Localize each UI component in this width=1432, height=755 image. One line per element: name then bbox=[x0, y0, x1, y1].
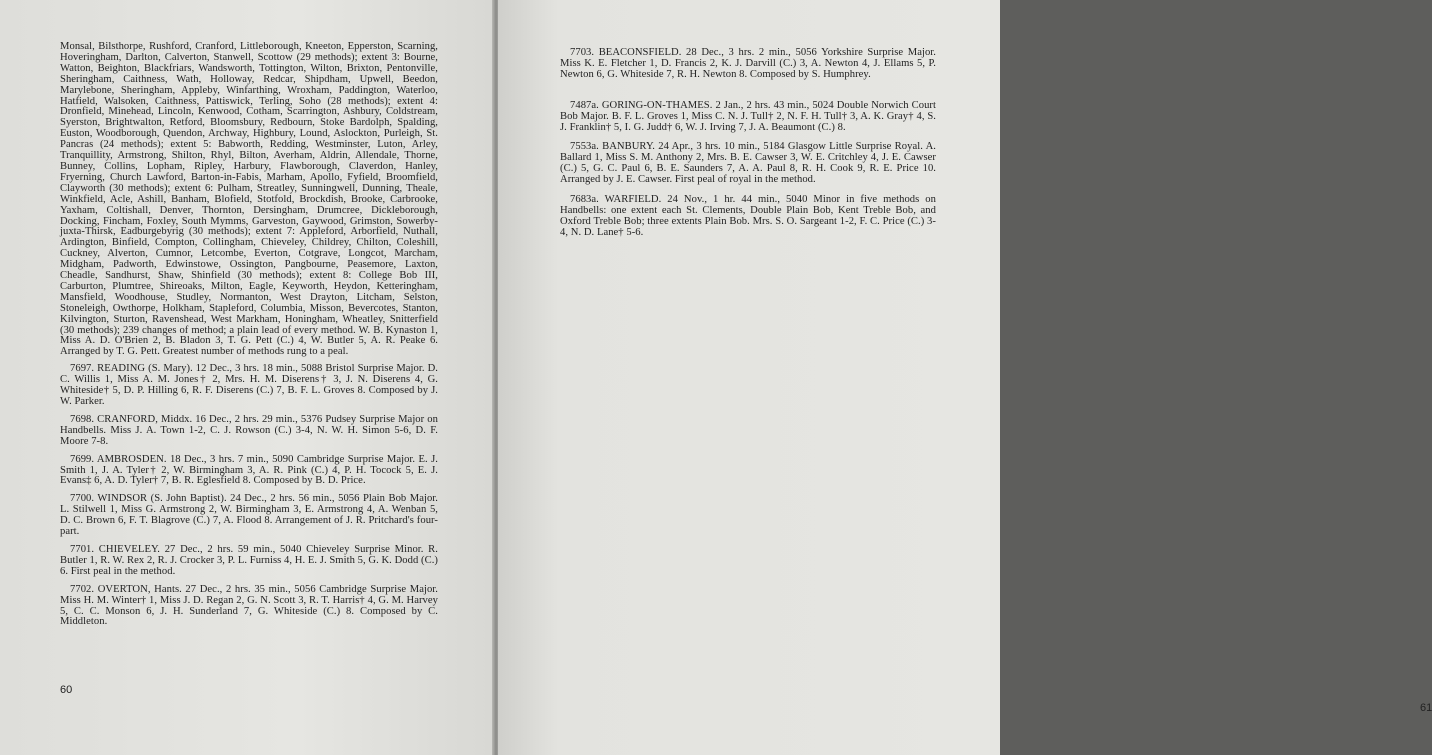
peal-entry-7701: 7701. CHIEVELEY. 27 Dec., 2 hrs. 59 min., 5040 Chieveley Surprise Minor. R. Butler 1, R. W. Rex 2, R. J. Crocker 3, P. L. Furniss 4, H. E. J. Smith 5, G. K. Dodd (C.) 6. First peal in the method. bbox=[60, 543, 438, 577]
peal-entry-7698: 7698. CRANFORD, Middx. 16 Dec., 2 hrs. 29 min., 5376 Pudsey Surprise Major on Handbells. Miss J. A. Town 1-2, C. J. Rowson (C.) 3-4, N. W. H. Simon 5-6, D. F. Moore 7-8. bbox=[60, 413, 438, 447]
peal-entry-7703: 7703. BEACONSFIELD. 28 Dec., 3 hrs. 2 min., 5056 Yorkshire Surprise Major. Miss K. E. Fletcher 1, D. Francis 2, K. J. Darvill (C.) 3, A. Newton 4, J. Ellams 5, P. Newton 6, G. Whiteside 7, R. H. Newton 8. Composed by S. Humphrey. bbox=[560, 47, 936, 80]
left-text-column bbox=[60, 42, 438, 635]
peal-methods-list: Monsal, Bilsthorpe, Rushford, Cranford, Littleborough, Kneeton, Epperston, Scarning, Hoveringham, Darlton, Calverton, Stanwell, Scottow (29 methods); extent 3: Bourne, Watton, Beighton, Blackfriars, Wandsworth, Tottington, Wilton, Brixton, Pentonville, Sheringham, Caithness, Wath, Holloway, Redcar, Shipdham, Upwell, Beedon, Marylebone, Sheringham, Appleby, Winfarthing, Wroxham, Paddington, Waterloo, Hatfield, Walsoken, Caithness, Pattiswick, Terling, Soho (28 methods); extent 4: Dronfield, Minehead, Lincoln, Kenwood, Cotham, Scarrington, Ashbury, Coldstream, Syerston, Brightwalton, Retford, Bloomsbury, Redbourn, Stoke Bardolph, Spalding, Euston, Woodborough, Quendon, Archway, Highbury, Lound, Aslockton, Purleigh, St. Pancras (24 methods); extent 5: Babworth, Redding, Westminster, Luton, Arley, Tranquillity, Armstrong, Shilton, Rhyl, Bilton, Averham, Aldrin, Allendale, Thorne, Bunney, Collins, Lopham, Ripley, Harbury, Flawborough, Claverdon, Hanley, Fryerning, Church Lawford, Barton-in-Fabis, Marham, Apollo, Fyfield, Broomfield, Clayworth (30 methods); extent 6: Pulham, Streatley, Sunningwell, Dunning, Theale, Winkfield, Acle, Ashill, Banham, Blofield, Stotfold, Brockdish, Brooke, Carbrooke, Yaxham, Coltishall, Denver, Thornton, Dersingham, Drumcree, Dickleborough, Docking, Fincham, Foxley, South Mymms, Garveston, Gaywood, Grimston, Sowerby-juxta-Thirsk, Eadburgebyrig (30 methods); extent 7: Appleford, Arborfield, Nuthall, Ardington, Binfield, Compton, Collingham, Chieveley, Childrey, Chilton, Coleshill, Cuckney, Alverton, Cumnor, Letcombe, Everton, Cotgrave, Longcot, Marcham, Midgham, Padworth, Edwinstowe, Ossington, Pangbourne, Peasemore, Laxton, Cheadle, Sandhurst, Shaw, Shinfield (30 methods); extent 8: College Bob III, Carburton, Plumtree, Shireoaks, Milton, Eagle, Keyworth, Heydon, Ketteringham, Mansfield, Woodhouse, Studley, Normanton, West Drayton, Litcham, Selston, Stoneleigh, Owthorpe, Holkham, Stapleford, Columbia, Misson, Bevercotes, Stanton, Kilvington, Sturton, Ravenshead, West Markham, Honingham, Wheatley, Snitterfield (30 methods); 239 changes of method; a plain lead of every method. W. B. Kynaston 1, Miss A. D. O'Brien 2, B. Bladon 3, T. G. Pett (C.) 4, W. Butler 5, A. R. Peake 6. Arranged by T. G. Pett. Greatest number of methods rung to a peal. bbox=[60, 41, 438, 358]
left-page bbox=[0, 0, 494, 755]
peal-entry-7553a: 7553a. BANBURY. 24 Apr., 3 hrs. 10 min., 5184 Glasgow Little Surprise Royal. A. Ballard 1, Miss S. M. Anthony 2, Mrs. B. E. Cawser 3, W. E. Critchley 4, J. E. Cawser (C.) 5, G. C. Paul 6, B. E. Saunders 7, A. A. Paul 8, R. H. Cook 9, R. E. Price 10. Arranged by J. E. Cawser. First peal of royal in the method. bbox=[560, 141, 936, 186]
peal-entry-7702: 7702. OVERTON, Hants. 27 Dec., 2 hrs. 35 min., 5056 Cambridge Surprise Major. Miss H. M. Winter† 1, Miss J. D. Regan 2, G. N. Scott 3, R. T. Harris† 4, G. M. Harvey 5, C. C. Monson 6, J. H. Sunderland 7, G. Whiteside (C.) 8. Composed by C. Middleton. bbox=[60, 583, 438, 628]
peal-entry-7683a: 7683a. WARFIELD. 24 Nov., 1 hr. 44 min., 5040 Minor in five methods on Handbells: one extent each St. Clements, Double Plain Bob, Kent Treble Bob, and Oxford Treble Bob; three extents Plain Bob. Mrs. S. O. Sargeant 1-2, F. C. Price (C.) 3-4, N. D. Lane† 5-6. bbox=[560, 194, 936, 238]
page-number-right: 61 bbox=[1420, 702, 1432, 714]
peal-entry-7487a: 7487a. GORING-ON-THAMES. 2 Jan., 2 hrs. 43 min., 5024 Double Norwich Court Bob Major. B. F. L. Groves 1, Miss C. N. J. Tull† 2, N. F. H. Tull† 3, A. K. Gray† 4, S. J. Franklin† 5, I. G. Judd† 6, W. J. Irving 7, J. A. Beaumont (C.) 8. bbox=[560, 99, 936, 133]
right-text-column bbox=[560, 48, 936, 248]
peal-entry-7697: 7697. READING (S. Mary). 12 Dec., 3 hrs. 18 min., 5088 Bristol Surprise Major. D. C. Willis 1, Miss A. M. Jones† 2, Mrs. H. M. Diserens† 3, J. N. Diserens 4, G. Whiteside† 5, D. P. Hilling 6, R. F. Diserens (C.) 7, B. F. L. Groves 8. Composed by J. W. Parker. bbox=[60, 363, 438, 407]
peal-entry-7700: 7700. WINDSOR (S. John Baptist). 24 Dec., 2 hrs. 56 min., 5056 Plain Bob Major. L. Stilwell 1, Miss G. Armstrong 2, W. Birmingham 3, E. Armstrong 4, A. Wenban 5, D. C. Brown 6, F. T. Blagrove (C.) 7, A. Flood 8. Arrangement of J. R. Pritchard's four-part. bbox=[60, 493, 438, 538]
page-number-left: 60 bbox=[60, 684, 73, 696]
peal-entry-7699: 7699. AMBROSDEN. 18 Dec., 3 hrs. 7 min., 5090 Cambridge Surprise Major. E. J. Smith 1, J. A. Tyler† 2, W. Birmingham 3, A. R. Pink (C.) 4, P. H. Tocock 5, E. J. Evans‡ 6, A. D. Tyler† 7, B. R. Eglesfield 8. Composed by B. D. Price. bbox=[60, 453, 438, 487]
